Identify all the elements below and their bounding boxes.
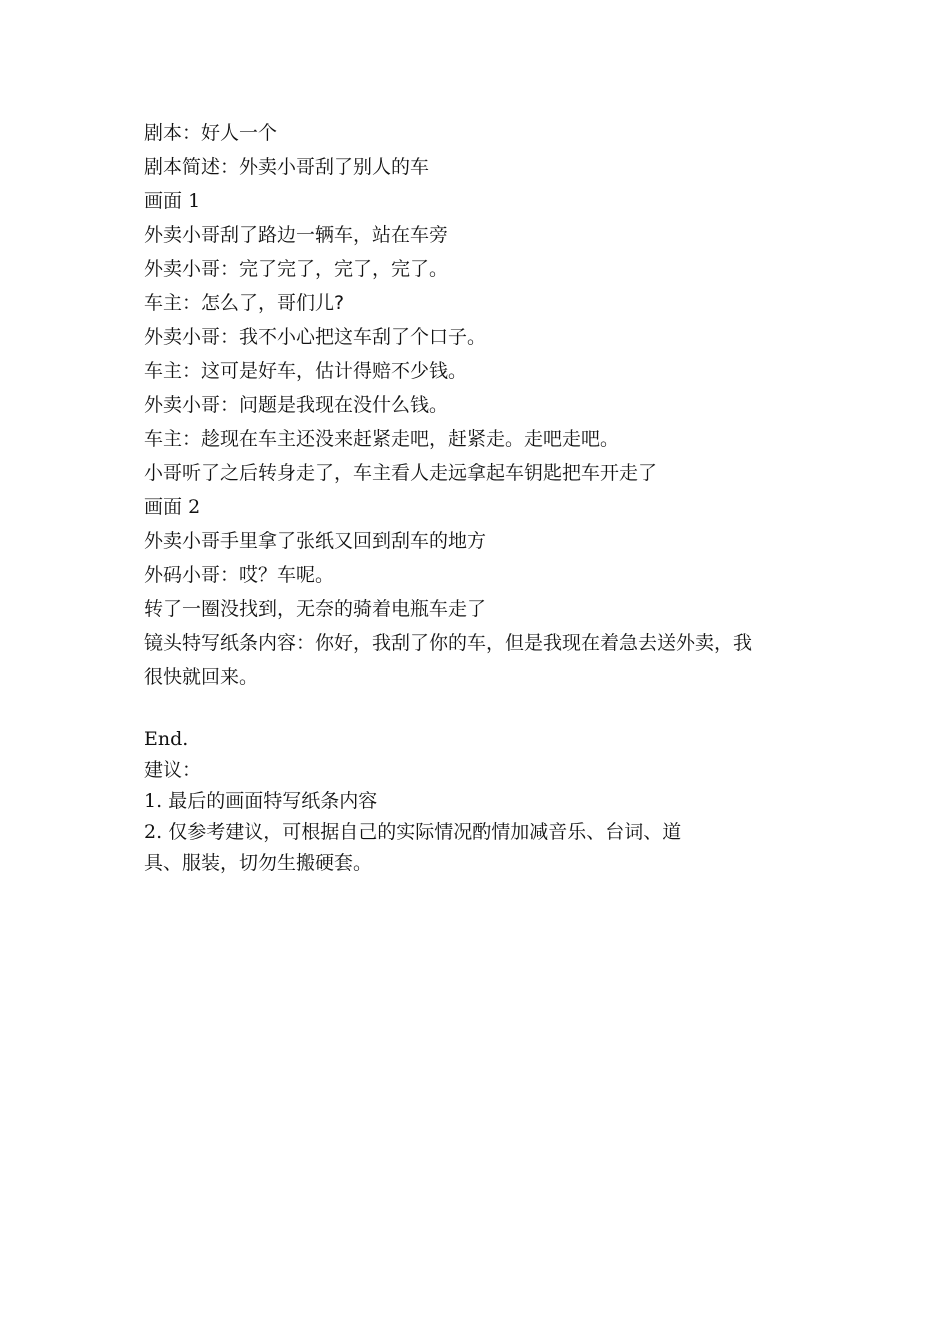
advice-item-number: 1. (144, 790, 163, 812)
scene-2-line: 外码小哥：哎？车呢。 (144, 564, 335, 586)
advice-item-text: 最后的画面特写纸条内容 (168, 790, 378, 812)
scene-1-line: 车主：这可是好车，估计得赔不少钱。 (144, 360, 468, 382)
scene-1-line: 车主：怎么了，哥们儿? (144, 292, 345, 314)
advice-label: 建议： (144, 759, 202, 781)
scene-1-line: 外卖小哥：完了完了，完了，完了。 (144, 258, 449, 280)
scene-1-heading (144, 184, 824, 218)
blank-line (144, 694, 824, 724)
scene-2-line: 镜头特写纸条内容：你好，我刮了你的车，但是我现在着急去送外卖，我 (144, 632, 753, 654)
end-marker: End. (144, 728, 189, 750)
advice-continuation: 具、服装，切勿生搬硬套。 (144, 852, 373, 874)
advice-item (144, 817, 824, 848)
scene-2-line: 很快就回来。 (144, 666, 259, 688)
scene-1-line: 车主：趁现在车主还没来赶紧走吧，赶紧走。走吧走吧。 (144, 428, 620, 450)
advice-item (144, 786, 824, 817)
scene-2-heading-number: 2 (188, 496, 201, 518)
advice-item-number: 2. (144, 821, 163, 843)
script-title: 剧本：好人一个 (144, 122, 278, 144)
scene-1-line: 外卖小哥：我不小心把这车刮了个口子。 (144, 326, 487, 348)
scene-1-line: 外卖小哥刮了路边一辆车，站在车旁 (144, 224, 449, 246)
scene-1-line: 小哥听了之后转身走了，车主看人走远拿起车钥匙把车开走了 (144, 462, 658, 484)
scene-1-line: 外卖小哥：问题是我现在没什么钱。 (144, 394, 449, 416)
document-page (144, 116, 824, 879)
scene-1-heading-word: 画面 (144, 190, 183, 212)
scene-2-heading-word: 画面 (144, 496, 183, 518)
scene-2-line: 转了一圈没找到，无奈的骑着电瓶车走了 (144, 598, 487, 620)
scene-2-heading (144, 490, 824, 524)
scene-1-heading-number: 1 (188, 190, 201, 212)
script-summary: 剧本简述：外卖小哥刮了别人的车 (144, 156, 430, 178)
advice-item-text: 仅参考建议，可根据自己的实际情况酌情加减音乐、台词、道 (168, 821, 682, 843)
scene-2-line: 外卖小哥手里拿了张纸又回到刮车的地方 (144, 530, 487, 552)
